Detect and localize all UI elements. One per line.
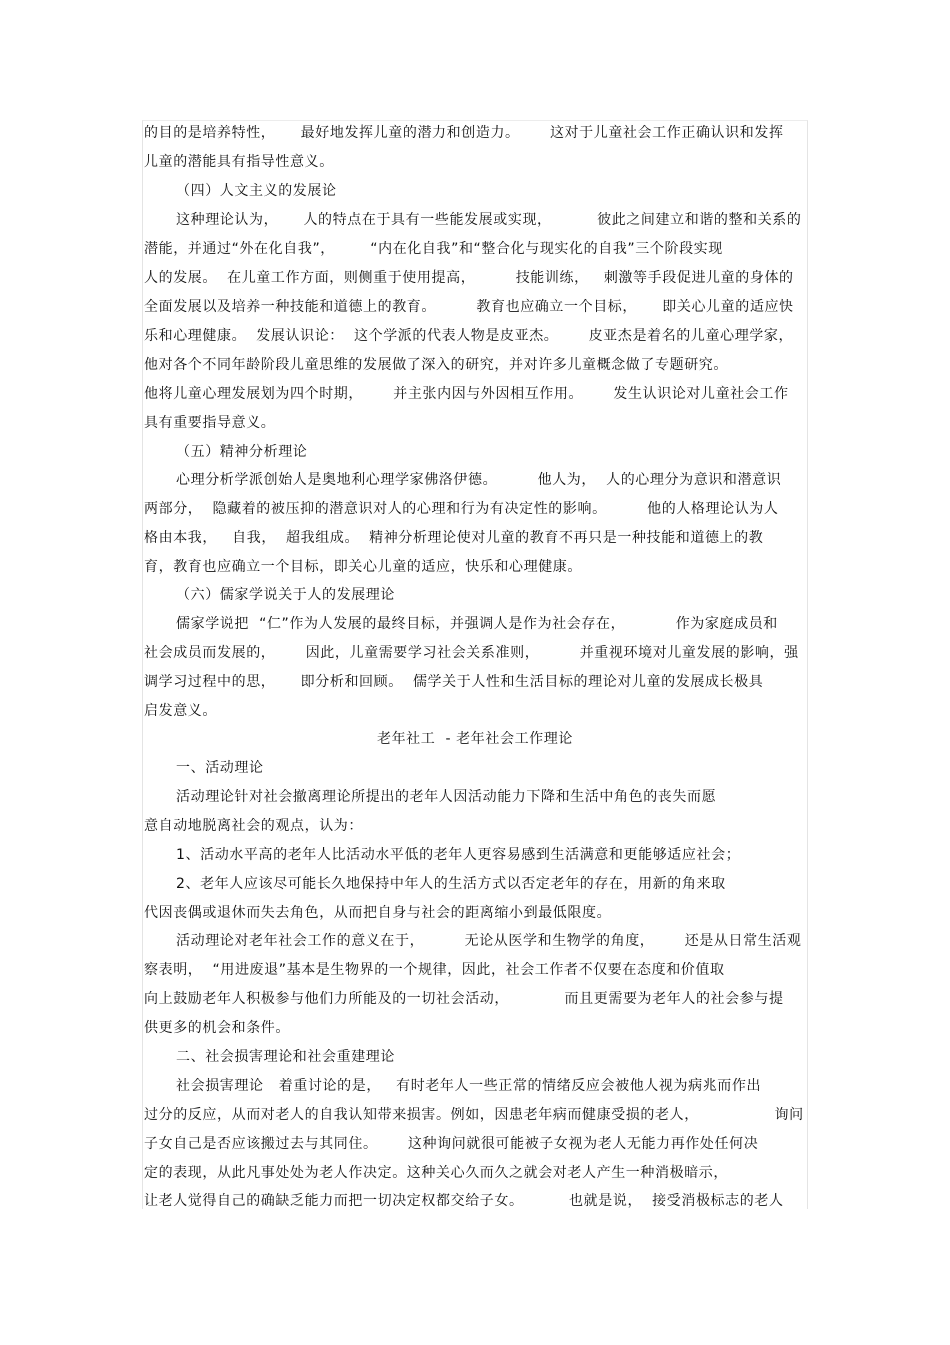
- paragraph-line: 向上鼓励老年人积极参与他们力所能及的一切社会活动， 而且更需要为老年人的社会参与提: [144, 991, 784, 1007]
- paragraph-line: 定的表现，从此凡事处处为老人作决定。这种关心久而久之就会对老人产生一种消极暗示，: [144, 1165, 728, 1181]
- paragraph-line: 活动理论针对社会撤离理论所提出的老年人因活动能力下降和生活中角色的丧失而愿: [176, 789, 717, 805]
- paragraph-line: 具有重要指导意义。: [144, 415, 276, 431]
- section-heading: 二、社会损害理论和社会重建理论: [176, 1049, 395, 1065]
- paragraph-line: 调学习过程中的思， 即分析和回顾。 儒学关于人性和生活目标的理论对儿童的发展成长极具: [144, 674, 764, 690]
- paragraph-line: 社会损害理论 着重讨论的是， 有时老年人一些正常的情绪反应会被他人视为病兆而作出: [176, 1078, 762, 1094]
- paragraph-line: 乐和心理健康。 发展认识论： 这个学派的代表人物是皮亚杰。 皮亚杰是着名的儿童心理学家，: [144, 328, 794, 344]
- paragraph-line: 察表明， “用进废退”基本是生物界的一个规律，因此，社会工作者不仅要在态度和价值取: [144, 962, 725, 978]
- paragraph-line: 供更多的机会和条件。: [144, 1020, 290, 1036]
- section-heading: 一、活动理论: [176, 760, 264, 776]
- paragraph-line: 的目的是培养特性， 最好地发挥儿童的潜力和创造力。 这对于儿童社会工作正确认识和发挥: [144, 125, 784, 141]
- paragraph-line: 他将儿童心理发展划为四个时期， 并主张内因与外因相互作用。 发生认识论对儿童社会工作: [144, 386, 789, 402]
- paragraph-line: 他对各个不同年龄阶段儿童思维的发展做了深入的研究，并对许多儿童概念做了专题研究。: [144, 357, 728, 373]
- section-heading: （四）人文主义的发展论: [176, 183, 337, 199]
- paragraph-line: 这种理论认为， 人的特点在于具有一些能发展或实现， 彼此之间建立和谐的整和关系的: [176, 212, 802, 228]
- paragraph-line: 心理分析学派创始人是奥地利心理学家佛洛伊德。 他人为， 人的心理分为意识和潜意识: [176, 472, 782, 488]
- paragraph-line: 代因丧偶或退休而失去角色，从而把自身与社会的距离缩小到最低限度。: [144, 905, 612, 921]
- list-item: 2、老年人应该尽可能长久地保持中年人的生活方式以否定老年的存在，用新的角来取: [176, 876, 726, 892]
- paragraph-line: 活动理论对老年社会工作的意义在于， 无论从医学和生物学的角度， 还是从日常生活观: [176, 933, 802, 949]
- paragraph-line: 子女自己是否应该搬过去与其同住。 这种询问就很可能被子女视为老人无能力再作处任何决: [144, 1136, 759, 1152]
- paragraph-line: 人的发展。 在儿童工作方面，则侧重于使用提高， 技能训练， 刺激等手段促进儿童的身体的: [144, 270, 794, 286]
- paragraph-line: 过分的反应，从而对老人的自我认知带来损害。例如，因患老年病而健康受损的老人， 询问: [144, 1107, 804, 1123]
- paragraph-line: 潜能，并通过“外在化自我”， “内在化自我”和“整合化与现实化的自我”三个阶段实现: [144, 241, 723, 257]
- section-heading: （六）儒家学说关于人的发展理论: [176, 587, 395, 603]
- list-item: 1、活动水平高的老年人比活动水平低的老年人更容易感到生活满意和更能够适应社会；: [176, 847, 741, 863]
- paragraph-line: 社会成员而发展的， 因此，儿童需要学习社会关系准则， 并重视环境对儿童发展的影响，强: [144, 645, 799, 661]
- paragraph-line: 两部分， 隐藏着的被压抑的潜意识对人的心理和行为有决定性的影响。 他的人格理论认为人: [144, 501, 779, 517]
- paragraph-line: 育，教育也应确立一个目标，即关心儿童的适应，快乐和心理健康。: [144, 559, 582, 575]
- paragraph-line: 意自动地脱离社会的观点，认为：: [144, 818, 363, 834]
- paragraph-line: 让老人觉得自己的确缺乏能力而把一切决定权都交给子女。 也就是说， 接受消极标志的老人: [144, 1193, 784, 1209]
- paragraph-line: 儒家学说把 “仁”作为人发展的最终目标，并强调人是作为社会存在， 作为家庭成员和: [176, 616, 778, 632]
- paragraph-line: 格由本我， 自我， 超我组成。 精神分析理论使对儿童的教育不再只是一种技能和道德上的教: [144, 530, 764, 546]
- paragraph-line: 全面发展以及培养一种技能和道德上的教育。 教育也应确立一个目标， 即关心儿童的适应快: [144, 299, 794, 315]
- paragraph-line: 儿童的潜能具有指导性意义。: [144, 154, 334, 170]
- section-heading: （五）精神分析理论: [176, 444, 308, 460]
- chapter-title: 老年社工 - 老年社会工作理论: [376, 731, 573, 747]
- paragraph-line: 启发意义。: [144, 703, 217, 719]
